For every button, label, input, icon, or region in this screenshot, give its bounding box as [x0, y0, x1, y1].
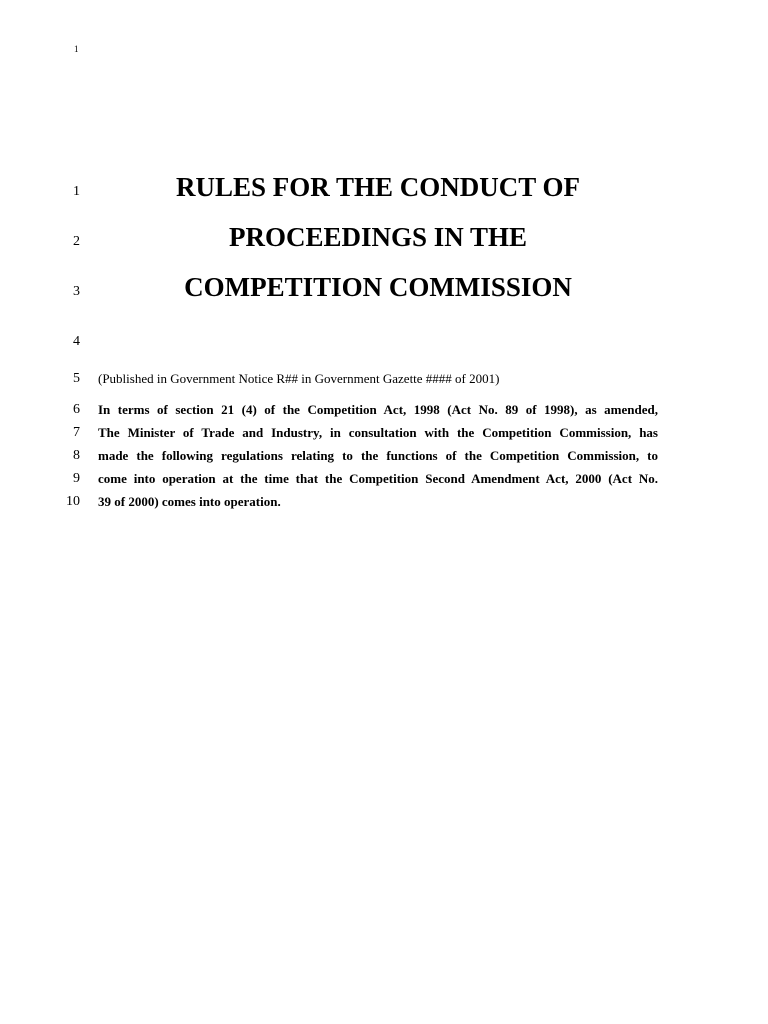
line-number: 3	[73, 284, 80, 299]
document-title-line: COMPETITION COMMISSION	[184, 272, 572, 302]
line-number: 8	[73, 448, 80, 463]
paragraph-line: In terms of section 21 (4) of the Competition Act, 1998 (Act No. 89 of 1998), as amended,	[98, 402, 658, 417]
page-number: 1	[74, 44, 79, 54]
line-number: 2	[73, 234, 80, 249]
document-title-line: RULES FOR THE CONDUCT OF	[175, 172, 581, 202]
paragraph-line: The Minister of Trade and Industry, in consultation with the Competition Commission, has	[98, 425, 658, 440]
document-title-line: PROCEEDINGS IN THE	[228, 222, 528, 252]
paragraph-line: 39 of 2000) comes into operation.	[98, 494, 281, 509]
line-number: 10	[66, 494, 80, 509]
publication-note: (Published in Government Notice R## in Government Gazette #### of 2001)	[98, 371, 500, 386]
line-number: 4	[73, 334, 80, 349]
paragraph-line: made the following regulations relating to the functions of the Competition Commission, to	[98, 448, 658, 463]
line-number: 9	[73, 471, 80, 486]
line-number: 6	[73, 402, 80, 417]
line-number: 5	[73, 371, 80, 386]
paragraph-line: come into operation at the time that the Competition Second Amendment Act, 2000 (Act No.	[98, 471, 658, 486]
line-number: 1	[73, 184, 80, 199]
line-number: 7	[73, 425, 80, 440]
